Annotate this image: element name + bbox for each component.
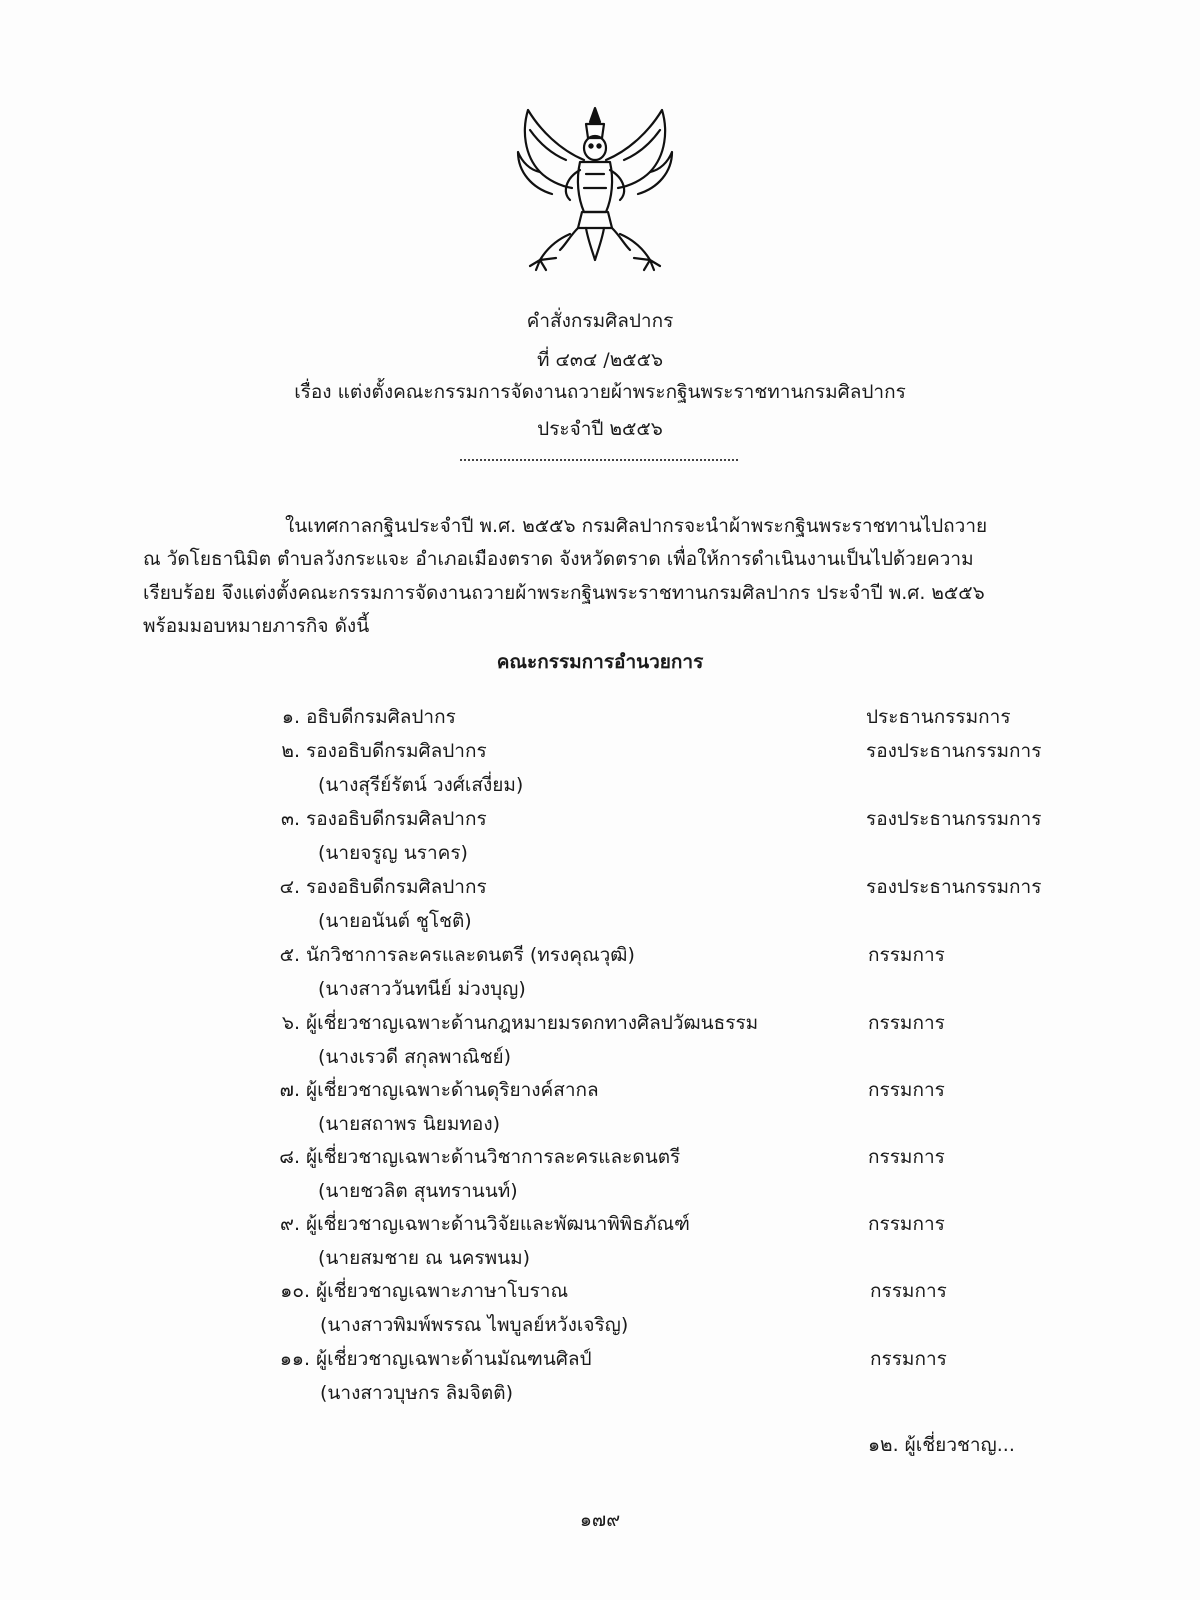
member-number: ๑๐.: [280, 1280, 310, 1302]
order-subject: เรื่อง แต่งตั้งคณะกรรมการจัดงานถวายผ้าพระกฐินพระราชทานกรมศิลปากร: [294, 381, 906, 403]
member-number: ๑.: [281, 706, 300, 728]
member-position: ผู้เชี่ยวชาญเฉพาะด้านกฎหมายมรดกทางศิลปวัฒนธรรม: [306, 1012, 759, 1034]
member-name: (นายอนันต์ ชูโชติ): [318, 910, 472, 932]
paragraph-line-3: เรียบร้อย จึงแต่งตั้งคณะกรรมการจัดงานถวายผ้าพระกฐินพระราชทานกรมศิลปากร ประจำปี พ.ศ. ๒๕๕๖: [143, 582, 985, 604]
member-position: รองอธิบดีกรมศิลปากร: [306, 740, 487, 762]
committee-heading: คณะกรรมการอำนวยการ: [496, 651, 704, 673]
list-item: [0, 738, 1200, 798]
list-item: [0, 1077, 1200, 1137]
paragraph-line-4: พร้อมมอบหมายภารกิจ ดังนี้: [143, 615, 370, 637]
member-number: ๖.: [281, 1012, 300, 1034]
list-item: [0, 1278, 1200, 1338]
member-name: (นายชวลิต สุนทรานนท์): [318, 1180, 518, 1202]
page-number: ๑๗๙: [579, 1509, 621, 1531]
member-role: กรรมการ: [868, 944, 945, 966]
member-name: (นายจรูญ นราคร): [318, 842, 468, 864]
paragraph-line-1: ในเทศกาลกฐินประจำปี พ.ศ. ๒๕๕๖ กรมศิลปากรจะนำผ้าพระกฐินพระราชทานไปถวาย: [285, 515, 988, 537]
member-number: ๔.: [279, 876, 300, 898]
member-position: ผู้เชี่ยวชาญเฉพาะภาษาโบราณ: [316, 1280, 569, 1302]
member-position: รองอธิบดีกรมศิลปากร: [306, 876, 487, 898]
order-number: ที่ ๔๓๔ /๒๕๕๖: [536, 349, 664, 371]
paragraph-line-2: ณ วัดโยธานิมิต ตำบลวังกระแจะ อำเภอเมืองตราด จังหวัดตราด เพื่อให้การดำเนินงานเป็นไปด้วยความ: [143, 548, 974, 570]
member-role: กรรมการ: [868, 1079, 945, 1101]
list-item: [0, 1346, 1200, 1406]
list-item: [0, 874, 1200, 934]
continuation-note: ๑๒. ผู้เชี่ยวชาญ...: [868, 1434, 1015, 1456]
member-role: กรรมการ: [870, 1348, 947, 1370]
member-position: ผู้เชี่ยวชาญเฉพาะด้านมัณฑนศิลป์: [316, 1348, 592, 1370]
member-role: ประธานกรรมการ: [866, 706, 1011, 728]
list-item: [0, 1144, 1200, 1204]
member-number: ๒.: [281, 740, 300, 762]
member-number: ๓.: [280, 808, 300, 830]
member-position: ผู้เชี่ยวชาญเฉพาะด้านวิจัยและพัฒนาพิพิธภัณฑ์: [306, 1213, 690, 1235]
member-name: (นางสาววันทนีย์ ม่วงบุญ): [318, 978, 526, 1000]
member-role: กรรมการ: [868, 1012, 945, 1034]
member-role: กรรมการ: [868, 1146, 945, 1168]
member-name: (นายสมชาย ณ นครพนม): [318, 1247, 531, 1269]
member-number: ๘.: [279, 1146, 300, 1168]
member-role: รองประธานกรรมการ: [866, 876, 1042, 898]
member-name: (นางเรวดี สกุลพาณิชย์): [318, 1046, 512, 1068]
member-position: รองอธิบดีกรมศิลปากร: [306, 808, 487, 830]
list-item: [0, 1211, 1200, 1271]
member-position: ผู้เชี่ยวชาญเฉพาะด้านวิชาการละครและดนตรี: [306, 1146, 681, 1168]
member-name: (นายสถาพร นิยมทอง): [318, 1113, 501, 1135]
member-number: ๕.: [279, 944, 300, 966]
member-role: กรรมการ: [870, 1280, 947, 1302]
list-item: [0, 1010, 1200, 1070]
member-number: ๑๑.: [279, 1348, 310, 1370]
list-item: [0, 942, 1200, 1002]
order-subject-year: ประจำปี ๒๕๕๖: [537, 418, 663, 440]
order-title: คำสั่งกรมศิลปากร: [526, 310, 674, 332]
member-name: (นางสาวบุษกร ลิมจิตติ): [320, 1382, 514, 1404]
member-position: นักวิชาการละครและดนตรี (ทรงคุณวุฒิ): [306, 944, 635, 966]
member-role: กรรมการ: [868, 1213, 945, 1235]
member-number: ๗.: [279, 1079, 300, 1101]
member-position: ผู้เชี่ยวชาญเฉพาะด้านดุริยางค์สากล: [306, 1079, 599, 1101]
member-role: รองประธานกรรมการ: [866, 740, 1042, 762]
member-name: (นางสาวพิมพ์พรรณ ไพบูลย์หวังเจริญ): [320, 1314, 629, 1336]
member-role: รองประธานกรรมการ: [866, 808, 1042, 830]
member-name: (นางสุรีย์รัตน์ วงศ์เสงี่ยม): [318, 774, 524, 796]
list-item: [0, 806, 1200, 866]
member-number: ๙.: [280, 1213, 300, 1235]
dotted-divider: [460, 451, 738, 461]
member-position: อธิบดีกรมศิลปากร: [306, 706, 456, 728]
garuda-emblem-icon: [500, 100, 690, 275]
list-item: [0, 704, 1200, 730]
